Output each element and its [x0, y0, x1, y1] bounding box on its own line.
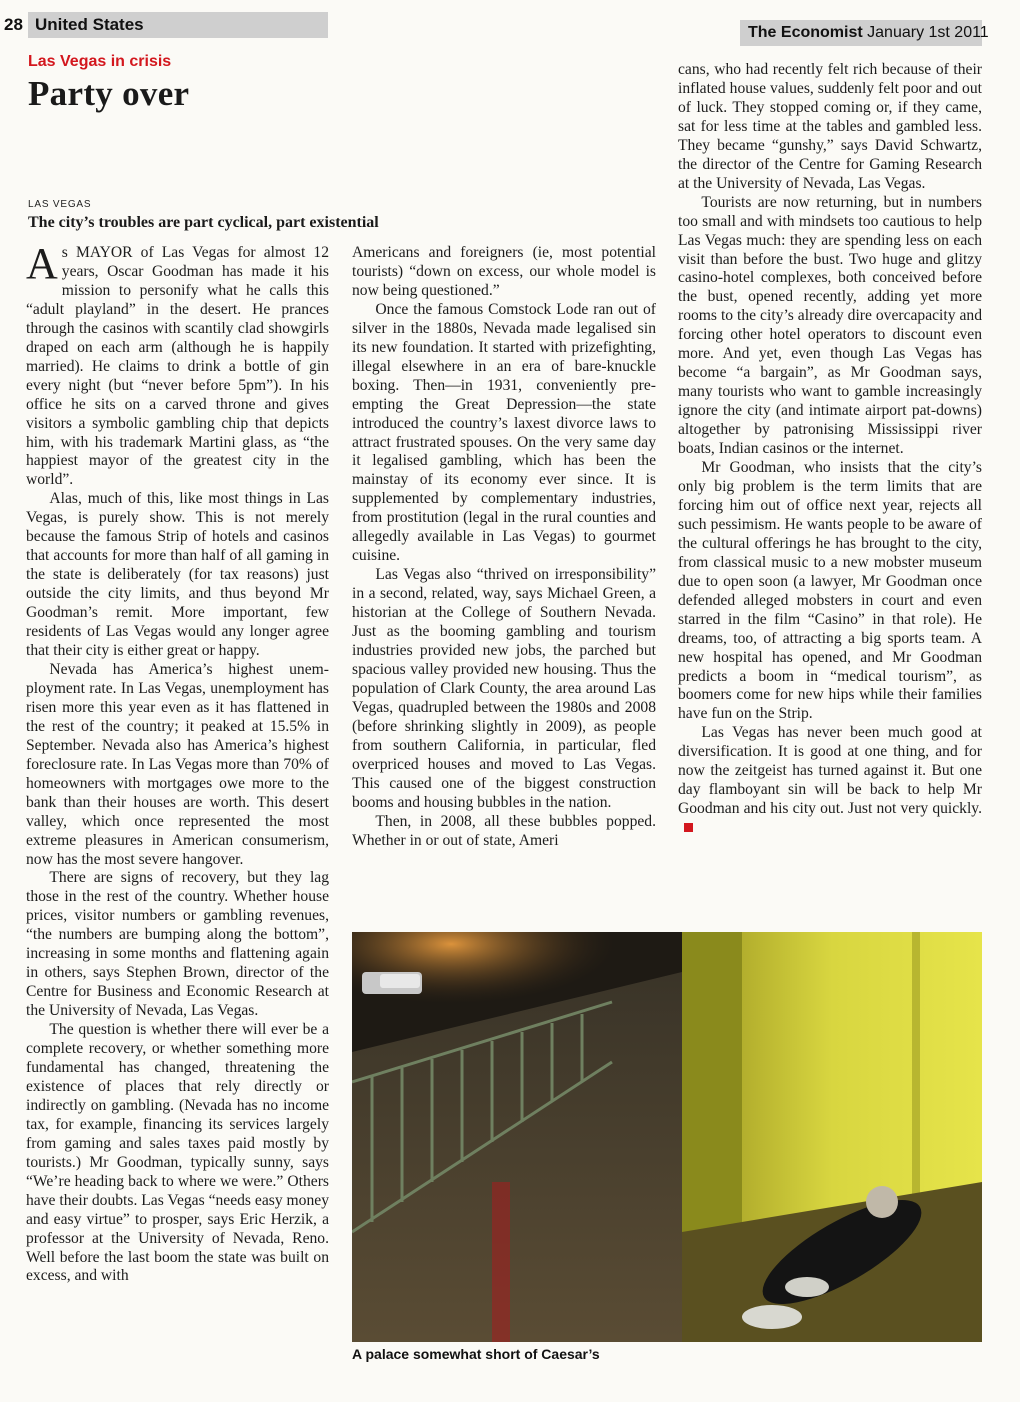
- shoe: [742, 1305, 802, 1329]
- paragraph: Mr Goodman, who insists that the city’s only big problem is the term limits that are forcing him out of office next year, rejects all such pessimism. He wants people to be aware of the cultural offerings he has brought to the city, from classical music to a new mobster museum due to open soon (a lawyer, Mr Goodman once defended alleged mobsters in court and even starred in the film “Casino” in that role). He dreams, too, of attracting a big sports team. A new hospital has opened, and Mr Goodman predicts a boom in “medical tourism”, as boomers come for new hips while their families have fun on the Strip.: [678, 459, 982, 723]
- paragraph: Once the famous Comstock Lode ran out of silver in the 1880s, Nevada made legalised sin its new foundation. It started with prizefighting, illegal elsewhere in an era of bare-knuckle boxing. Then—in 1931, conveniently pre-empting the Great Depression—the state introduced the country’s laxest divorce laws to attract frustrated spouses. On the very same day it legalised gambling, which has been the mainstay of its economy ever since. It is supplemented by complementary industries, from prostitution (legal in the rural counties and allegedly available in Las Vegas) to gourmet cuisine.: [352, 300, 656, 565]
- figure-head: [866, 1186, 898, 1218]
- dropcap: A: [26, 239, 58, 288]
- paragraph: Tourists are now returning, but in numbers too small and with mindsets too cautious to help Las Vegas much: they are spending less on each visit than before the bust. Two huge and glitzy casino-hotel complexes, both conceived before the bust, opened recently, adding yet more rooms to the city’s already dire overcapacity and forcing other hotel operators to discount even more. And yet, even though Las Vegas has become “a bargain”, as Mr Goodman says, many tourists who want to gamble increasingly ignore the city (and intimate airport pat-downs) altogether by patronising Mississippi river boats, Indian casinos or the internet.: [678, 193, 982, 458]
- wall-recess: [682, 932, 742, 1272]
- paragraph: Then, in 2008, all these bubbles popped. Whether in or out of state, Ameri: [352, 812, 656, 849]
- red-reflection: [492, 1182, 510, 1342]
- paragraph: Las Vegas also “thrived on irresponsibility” in a second, related, way, says Michael Green, a historian at the College of Southern Nevada. Just as the booming gambling and tourism industries provided new jobs, the parched but spacious valley provided new housing. Thus the population of Clark County, the area around Las Vegas, quadrupled between the 1980s and 2008 (before shrinking slightly in 2009), as people from southern California, in particular, fled overpriced houses and moved to Las Vegas. This caused one of the biggest construction booms and housing bubbles in the nation.: [352, 566, 656, 811]
- article-standfirst: The city’s troubles are part cyclical, part existential: [28, 214, 379, 231]
- photo-caption: A palace somewhat short of Caesar’s: [352, 1346, 600, 1362]
- paragraph: Americans and foreigners (ie, most potential tourists) “down on excess, our whole model is now being questioned.”: [352, 244, 656, 299]
- final-text: Las Vegas has never been much good at diversification. It is good at one thing, and for now the zeitgeist has turned against it. But one day flamboyant sin will be back to help Mr Goodman and his city out. Just not very quickly.: [678, 724, 982, 818]
- lead-paragraph: [26, 239, 329, 490]
- page-header: [0, 12, 989, 41]
- paragraph: cans, who had recently felt rich because of their inflated house values, suddenly felt poor and out of luck. They stopped coming or, if they came, sat for less time at the tables and gambled less. They became “gunshy,” says David Schwartz, the director of the Centre for Gaming Research at the University of Nevada, Las Vegas.: [678, 61, 982, 192]
- paragraph: There are signs of recovery, but they lag those in the rest of the country. Whether house prices, visitor numbers or gambling revenues, “the numbers are bumping along the bottom”, increasing in some months and flattening again in others, says Stephen Brown, director of the Centre for Business and Economic Research at the University of Nevada, Las Vegas.: [26, 869, 329, 1020]
- article-dateline: LAS VEGAS: [28, 199, 92, 210]
- paragraph: The question is whether there will ever be a complete recovery, or whether something more fundamental has changed, threatening the existence of places that rely directly or indirectly on gambling. (Nevada has no income tax, for example, financing its services largely from gaming and sales taxes paid mostly by tourists.) Mr Goodman, typically sunny, says “We’re heading back to where we were.” Others have their doubts. Las Vegas “needs easy money and easy virtue” to prosper, says Eric Herzik, a professor at the University of Nevada, Reno. Well before the last boom the state was built on excess, and with: [26, 1021, 329, 1285]
- lead-caps: s MAYOR: [61, 244, 133, 261]
- page-number: 28: [4, 15, 23, 34]
- column-2: [352, 244, 656, 851]
- wall-seam: [912, 932, 920, 1232]
- shoe-2: [785, 1277, 829, 1297]
- column-1: [26, 239, 329, 1286]
- article-photo: [352, 932, 982, 1342]
- publication-masthead: [740, 20, 989, 46]
- article-headline: Party over: [28, 74, 190, 113]
- issue-date: January 1st 2011: [867, 24, 989, 41]
- final-paragraph: [678, 724, 982, 838]
- end-mark-icon: [684, 823, 693, 832]
- lead-text: of Las Vegas for almost 12 years, Oscar Goodman has made it his mission to personify what he calls this “adult playland” in the desert. He prances through the casinos with scantily clad showgirls draped on each arm (although he is happily married). He claims to drink a bottle of gin every night (but “never before 5pm”). In his office he sits on a carved throne and gives visitors a symbolic gambling chip that depicts him, with his trademark Martini glass, as “the happiest mayor of the greatest city in the world”.: [26, 244, 329, 489]
- paragraph: Nevada has America’s highest unemployment rate. In Las Vegas, unemployment has risen more this year even as it has flattened in the rest of the country; it peaked at 15.5% in September. Nevada also has America’s highest foreclosure rate. In Las Vegas more than 70% of homeowners with mortgages owe more to the bank than their houses are worth. This desert valley, which once represented the most extreme pleasures in American consumerism, now has the most severe hangover.: [26, 660, 329, 868]
- paragraph: Alas, much of this, like most things in Las Vegas, is purely show. This is not merely because the famous Strip of hotels and casinos that accounts for more than half of all gaming in the state is deliberately (for tax reasons) just outside the city limits, and thus beyond Mr Goodman’s remit. More important, few residents of Las Vegas would any longer agree that their city is either great or happy.: [26, 490, 329, 660]
- car-right: [380, 974, 420, 988]
- column-3: [678, 61, 982, 838]
- publication-name: The Economist: [748, 24, 863, 41]
- article-rubric: Las Vegas in crisis: [28, 53, 172, 70]
- photo-illustration: [352, 932, 982, 1342]
- section-label: United States: [28, 12, 328, 38]
